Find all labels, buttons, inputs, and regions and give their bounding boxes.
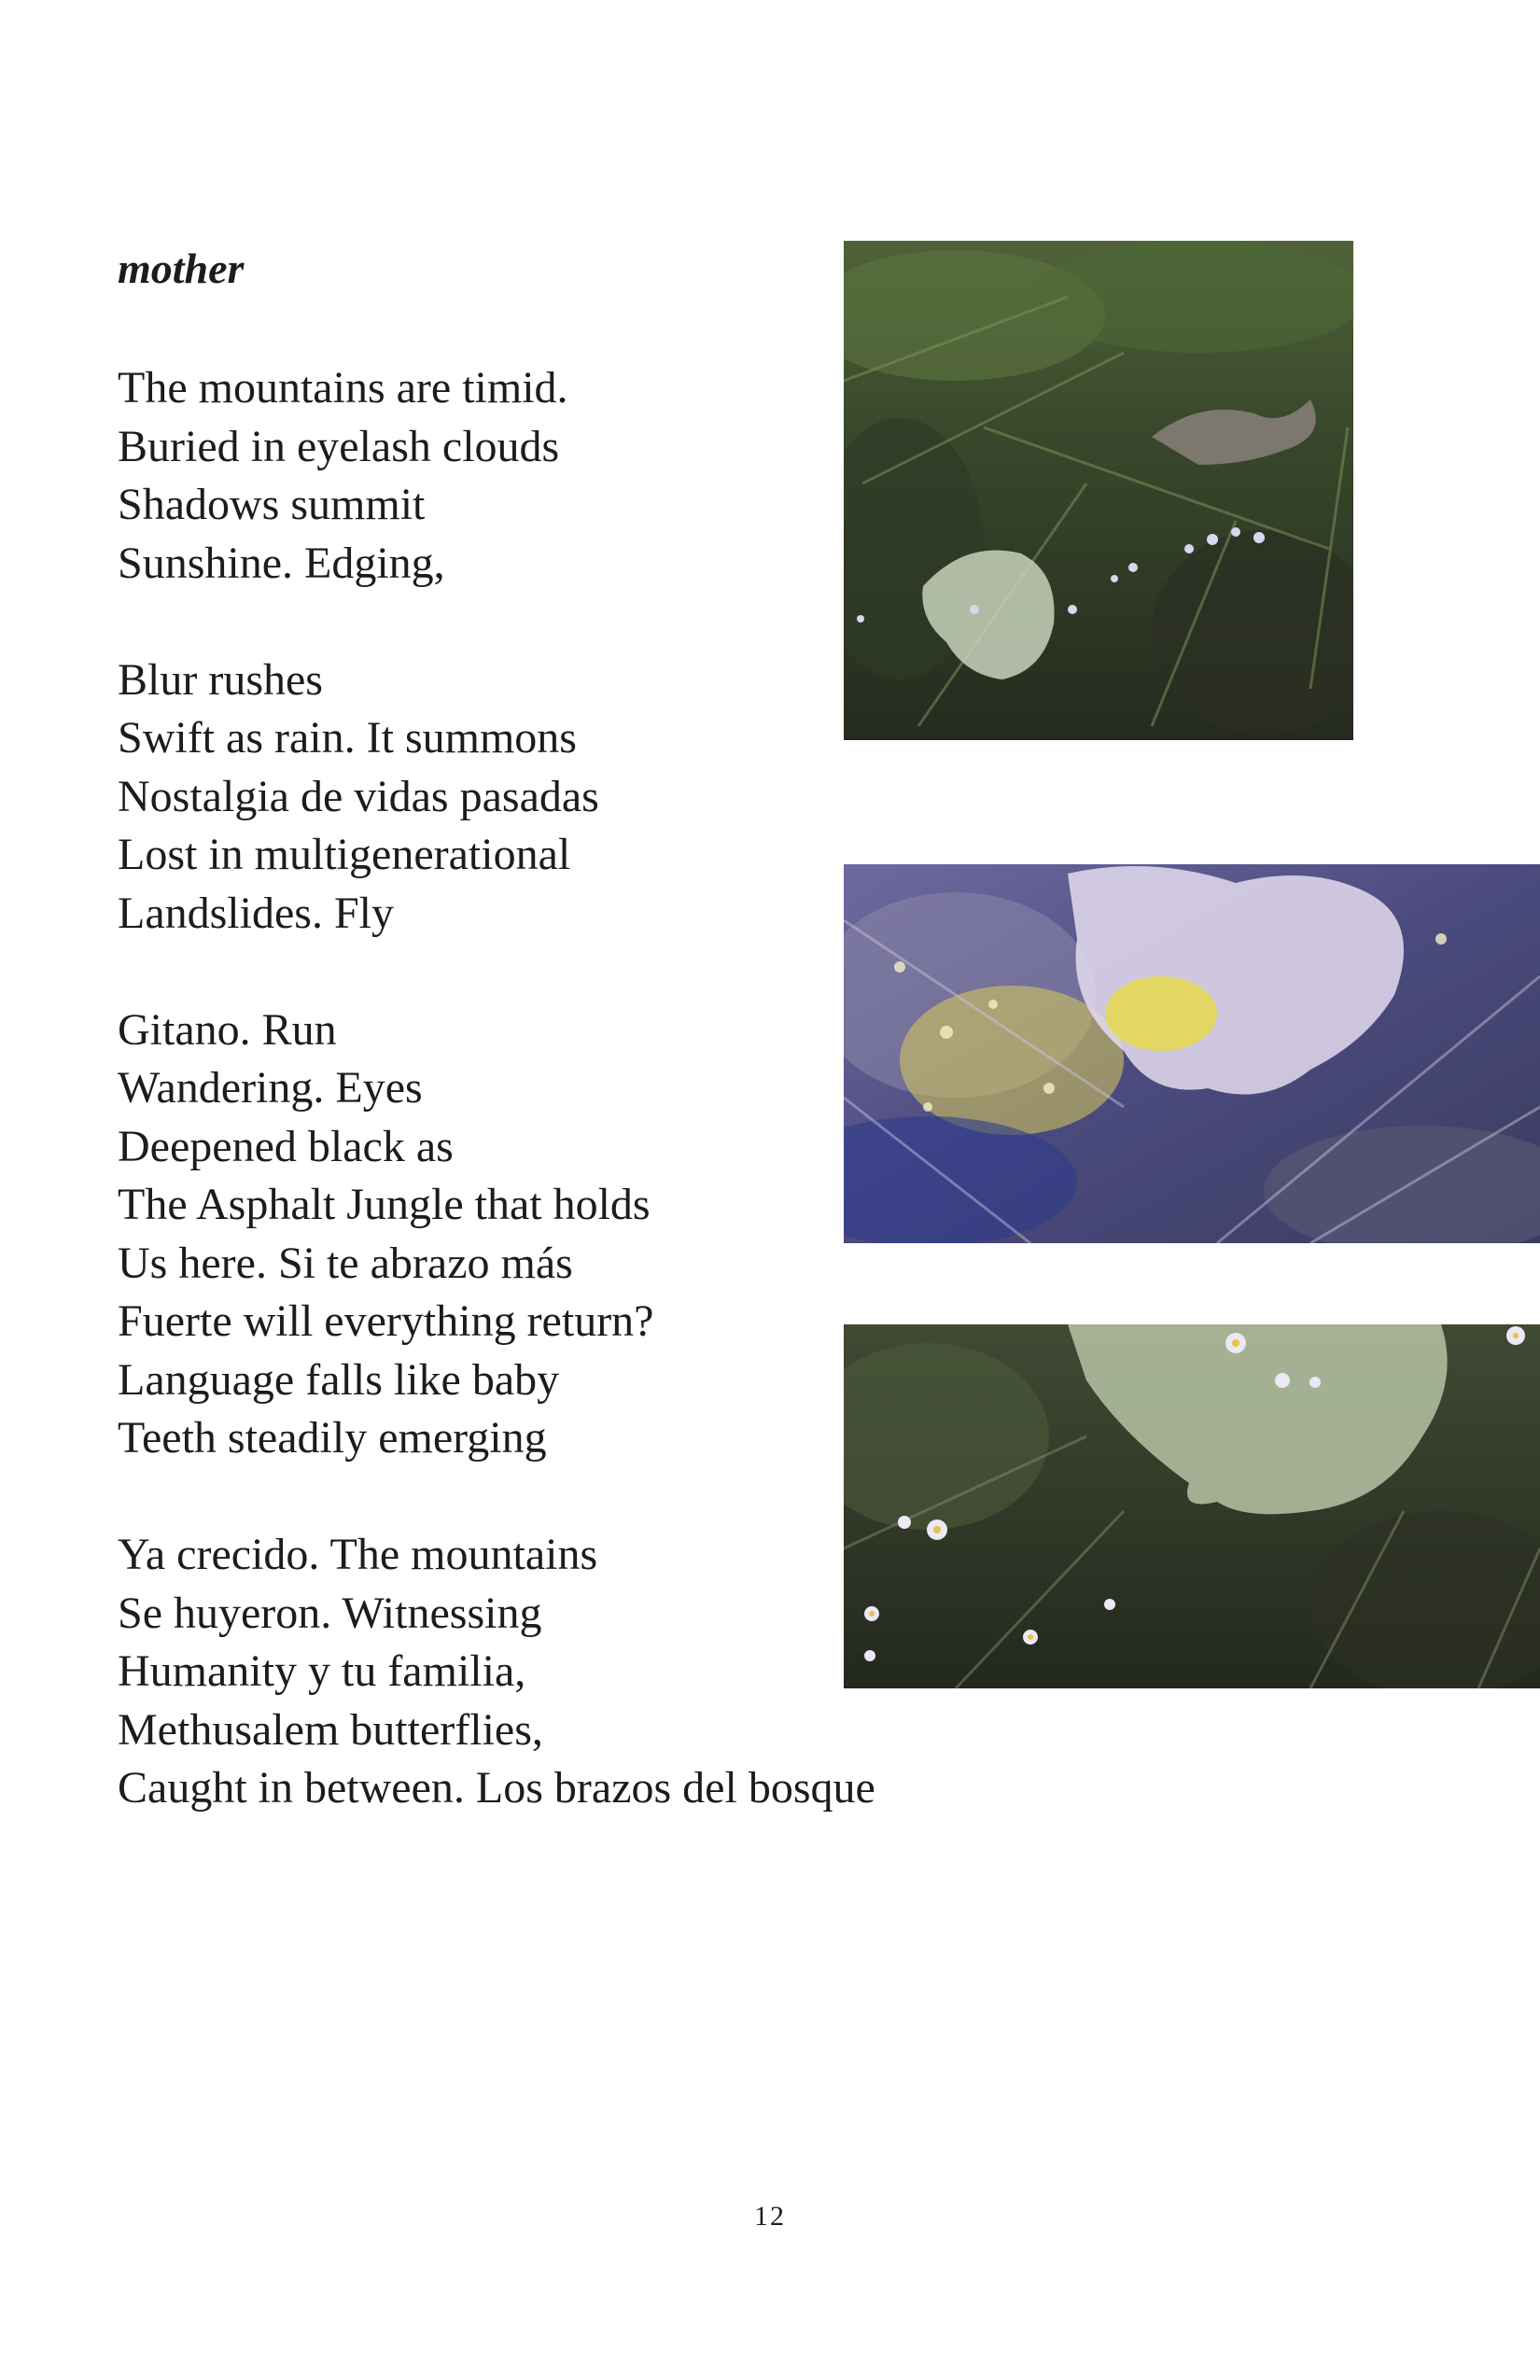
poem-line: Wandering. Eyes	[118, 1063, 423, 1113]
poem-title: mother	[118, 245, 245, 292]
poem-line: The Asphalt Jungle that holds	[118, 1180, 651, 1229]
poem-line: Methusalem butterflies,	[118, 1704, 543, 1755]
page-number: 12	[754, 2201, 786, 2232]
poem-line: Language falls like baby	[118, 1354, 560, 1405]
poem-line: Deepened black as	[118, 1121, 454, 1171]
poem-line: Gitano. Run	[118, 1004, 337, 1055]
poem-line: Blur rushes	[118, 654, 323, 705]
poem-line: Nostalgia de vidas pasadas	[118, 771, 599, 821]
photo-daisies-leaf	[844, 1324, 1540, 1688]
poem-line: Lost in multigenerational	[118, 830, 571, 879]
poem-line: Caught in between. Los brazos del bosque	[118, 1763, 875, 1813]
poem-line: Buried in eyelash clouds	[118, 421, 560, 471]
poem-line: The mountains are timid.	[118, 363, 568, 413]
poem-line: Swift as rain. It summons	[118, 713, 577, 763]
poem-line: Shadows summit	[118, 480, 426, 529]
poem-line: Fuerte will everything return?	[118, 1296, 654, 1346]
poem-line: Sunshine. Edging,	[118, 538, 445, 588]
poem-line: Landslides. Fly	[118, 888, 394, 938]
photo-foliage-leaf	[844, 241, 1353, 740]
poem-line: Se huyeron. Witnessing	[118, 1588, 542, 1638]
poem-line: Us here. Si te abrazo más	[118, 1238, 573, 1288]
poem-line: Ya crecido. The mountains	[118, 1530, 598, 1579]
photo-floral-overlay	[844, 864, 1540, 1243]
poem-line: Humanity y tu familia,	[118, 1646, 526, 1696]
poem-line: Teeth steadily emerging	[118, 1413, 547, 1463]
